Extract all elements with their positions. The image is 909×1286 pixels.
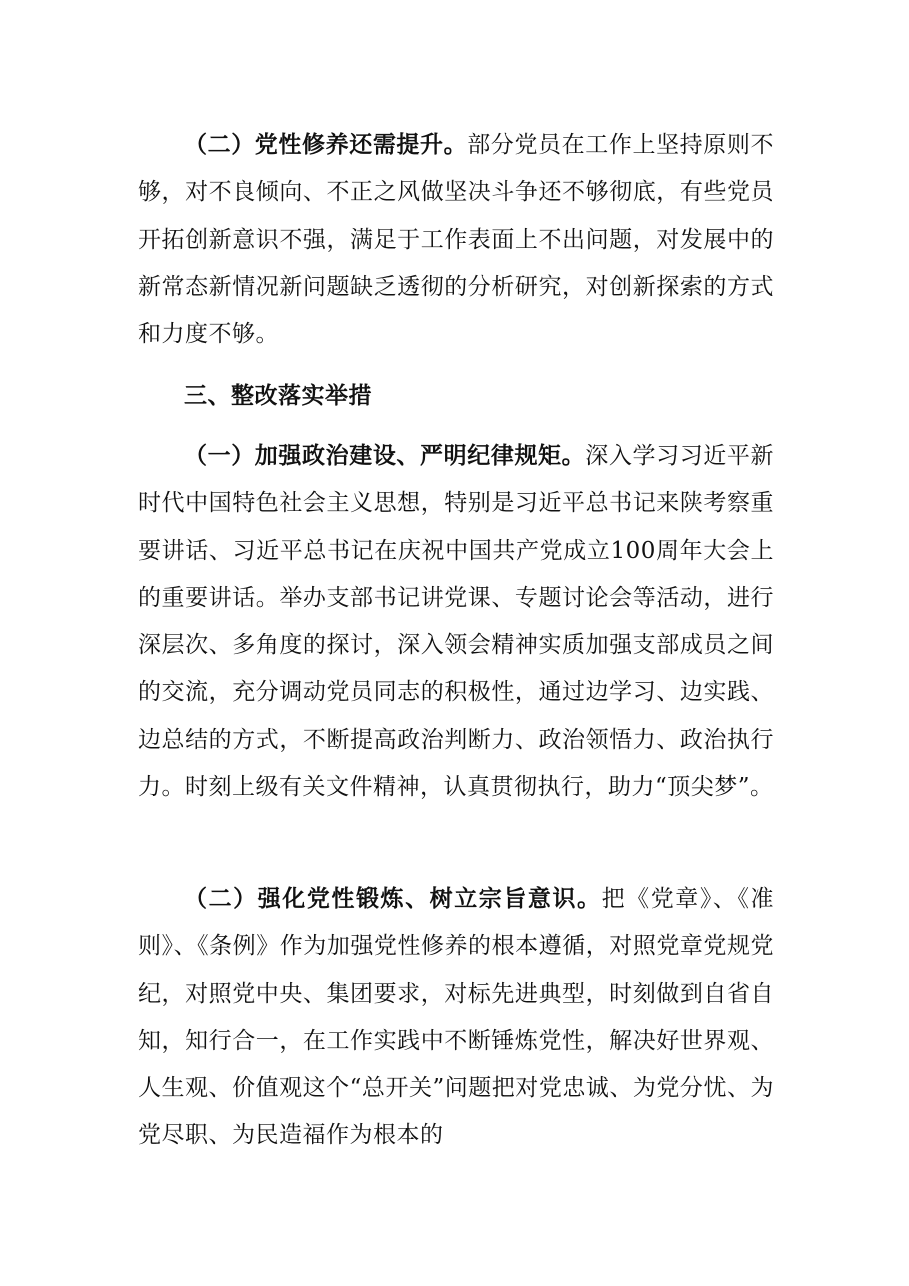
paragraph-body-text: 深入学习习近平新时代中国特色社会主义思想，特别是习近平总书记来陕考察重要讲话、习近平总书记在庆祝中国共产党成立100周年大会上的重要讲话。举办支部书记讲党课、专题讨论会等活动，进行深层次、多角度的探讨，深入领会精神实质加强支部成员之间的交流，充分调动党员同志的积极性，通过边学习、边实践、边总结的方式，不断提高政治判断力、政治领悟力、政治执行力。时刻上级有关文件精神，认真贯彻执行，助力“顶尖梦”。 xyxy=(138,443,775,801)
paragraph-lead-heading: （二）党性修养还需提升。 xyxy=(184,131,468,158)
paragraph-party-spirit-training xyxy=(138,875,774,1160)
paragraph-lead-heading: （二）强化党性锻炼、树立宗旨意识。 xyxy=(184,885,602,912)
paragraph-lead-heading: （一）加强政治建设、严明纪律规矩。 xyxy=(184,442,586,469)
paragraph-political-construction xyxy=(138,432,774,811)
paragraph-body-text: 把《党章》、《准则》、《条例》作为加强党性修养的根本遵循，对照党章党规党纪，对照党中央、集团要求，对标先进典型，时刻做到自省自知，知行合一，在工作实践中不断锤炼党性，解决好世界观、人生观、价值观这个“总开关”问题把对党忠诚、为党分忧、为党尽职、为民造福作为根本的 xyxy=(138,886,774,1149)
section-heading-rectification-measures: 三、整改落实举措 xyxy=(184,382,372,409)
paragraph-body-text: 部分党员在工作上坚持原则不够，对不良倾向、不正之风做坚决斗争还不够彻底，有些党员开拓创新意识不强，满足于工作表面上不出问题，对发展中的新常态新情况新问题缺乏透彻的分析研究，对创新探索的方式和力度不够。 xyxy=(138,132,775,348)
paragraph-party-spirit-cultivation xyxy=(138,121,774,358)
